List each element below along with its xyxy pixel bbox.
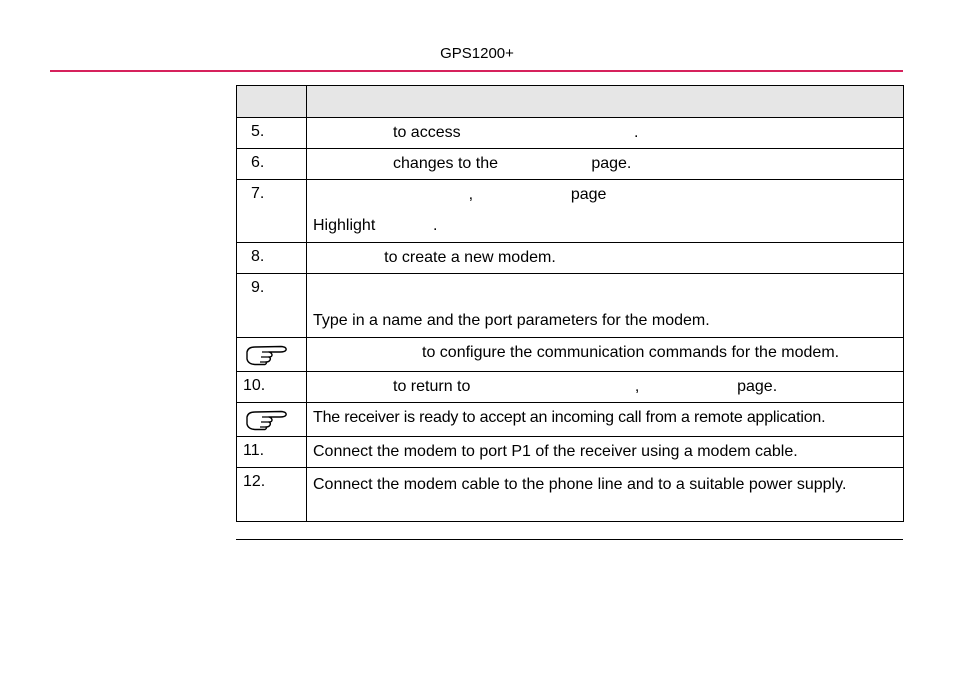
table-row: [237, 180, 904, 243]
step-description: [307, 468, 904, 522]
pointing-hand-icon: [245, 407, 306, 436]
note-text: The receiver is ready to accept an incoming call from a remote application.: [313, 409, 826, 426]
table-row: [237, 149, 904, 180]
table-row: [237, 468, 904, 522]
table-row: [237, 118, 904, 149]
header-divider: [50, 70, 903, 72]
page-header-title: GPS1200+: [440, 45, 514, 62]
step-text: to create a new modem.: [313, 249, 556, 266]
step-number: 6.: [237, 149, 307, 180]
step-number: 5.: [237, 118, 307, 149]
note-text-cell: [307, 338, 904, 372]
note-row: [237, 338, 904, 372]
step-text: changes to the page.: [313, 155, 632, 172]
step-description: [307, 274, 904, 338]
step-number: 11.: [237, 437, 307, 468]
procedure-table: [236, 85, 904, 522]
note-text-cell: [307, 403, 904, 437]
step-text: Connect the modem to port P1 of the receiver using a modem cable.: [313, 443, 798, 460]
header-cell-description: [307, 86, 904, 118]
step-description: [307, 118, 904, 149]
step-text: , page: [313, 186, 607, 203]
step-description: [307, 372, 904, 403]
step-number: 7.: [237, 180, 307, 243]
table-row: [237, 243, 904, 274]
step-description: [307, 149, 904, 180]
note-row: [237, 403, 904, 437]
table-header-row: [237, 86, 904, 118]
note-icon-cell: [237, 403, 307, 437]
pointing-hand-icon: [245, 342, 306, 371]
header-cell-step: [237, 86, 307, 118]
step-text: to access .: [313, 124, 639, 141]
step-description: [307, 437, 904, 468]
table-row: [237, 372, 904, 403]
note-icon-cell: [237, 338, 307, 372]
note-text: to configure the communication commands for the modem.: [422, 344, 840, 361]
step-description: [307, 243, 904, 274]
step-number: 10.: [237, 372, 307, 403]
footer-divider: [236, 539, 903, 540]
step-text: Type in a name and the port parameters for the modem.: [313, 312, 710, 329]
step-number: 12.: [237, 468, 307, 522]
step-description: [307, 180, 904, 243]
step-number: 8.: [237, 243, 307, 274]
step-text: to return to , page.: [313, 378, 778, 395]
step-number: 9.: [237, 274, 307, 338]
table-row: [237, 274, 904, 338]
step-text: Connect the modem cable to the phone line and to a suitable power supply.: [313, 476, 847, 493]
table-row: [237, 437, 904, 468]
step-text: Highlight .: [313, 217, 438, 234]
